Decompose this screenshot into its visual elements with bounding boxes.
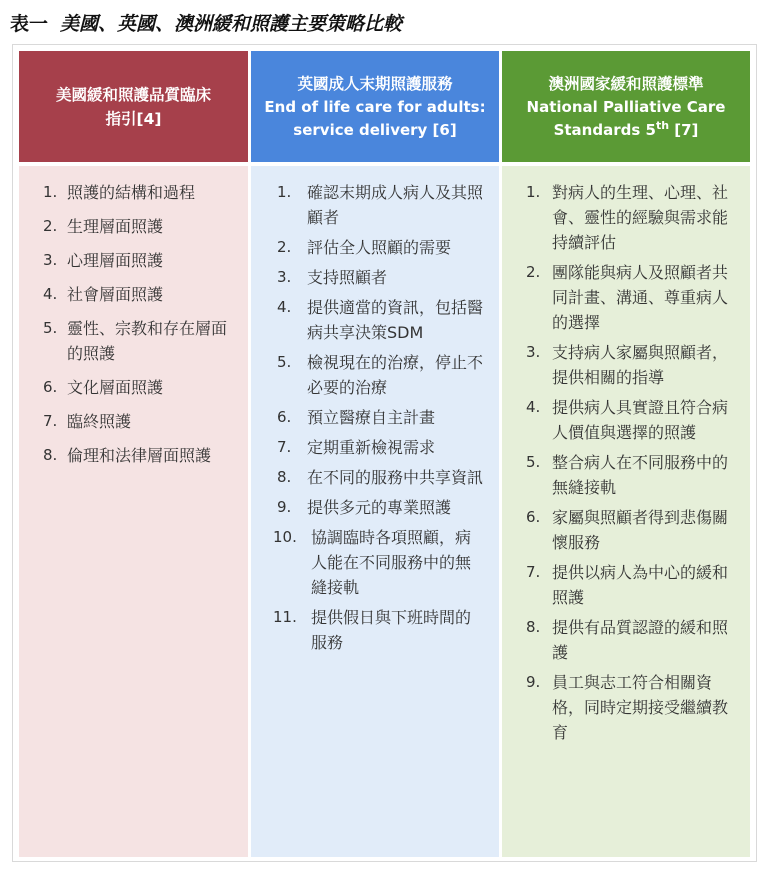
list-item — [277, 265, 487, 290]
header-standards-text: Standards 5 — [553, 120, 656, 139]
item-text: 支持病人家屬與照顧者，提供相關的指導 — [552, 343, 729, 387]
list-item — [43, 248, 236, 273]
header-edition-sup: th — [655, 118, 670, 132]
list-item — [526, 260, 728, 335]
item-number: 6. — [277, 408, 292, 426]
item-text: 提供以病人為中心的緩和照護 — [552, 563, 729, 607]
item-text: 整合病人在不同服務中的無縫接軌 — [552, 453, 729, 497]
item-number: 6. — [43, 378, 58, 396]
list-item — [277, 435, 487, 460]
item-text: 檢視現在的治療，停止不必要的治療 — [307, 353, 484, 397]
table-title: 美國、英國、澳洲緩和照護主要策略比較 — [60, 13, 403, 35]
list-item — [43, 316, 227, 366]
header-title-en: National Palliative Care — [526, 97, 726, 116]
item-text: 確認末期成人病人及其照顧者 — [307, 183, 484, 227]
header-title-zh: 澳洲國家緩和照護標準 — [548, 74, 704, 93]
item-number: 7. — [277, 438, 292, 456]
item-text: 提供病人具實證且符合病人價值與選擇的照護 — [552, 398, 729, 442]
item-text: 預立醫療自主計畫 — [307, 408, 436, 427]
comparison-table — [12, 44, 757, 862]
table-caption — [10, 8, 402, 40]
list-item — [526, 505, 728, 555]
item-list — [43, 180, 236, 468]
item-number: 1. — [526, 183, 541, 201]
list-item — [277, 350, 483, 400]
list-item — [273, 605, 475, 655]
header-title-zh: 美國緩和照護品質臨床 — [55, 85, 211, 104]
item-text: 協調臨時各項照顧，病人能在不同服務中的無縫接軌 — [311, 528, 472, 597]
list-item — [277, 495, 487, 520]
header-title-en: End of life care for adults: — [264, 97, 486, 116]
list-item — [43, 214, 236, 239]
item-text: 員工與志工符合相關資格，同時定期接受繼續教育 — [552, 673, 729, 742]
list-item — [277, 295, 483, 345]
list-item — [526, 180, 728, 255]
list-item — [526, 395, 728, 445]
list-item — [277, 405, 487, 430]
item-number: 7. — [43, 412, 58, 430]
item-number: 8. — [526, 618, 541, 636]
list-item — [277, 180, 483, 230]
list-item — [43, 375, 236, 400]
item-number: 7. — [526, 563, 541, 581]
item-number: 4. — [43, 285, 58, 303]
item-list — [526, 180, 732, 745]
column-body-usa — [19, 166, 248, 857]
item-number: 9. — [277, 498, 292, 516]
item-number: 5. — [277, 353, 292, 371]
item-number: 3. — [526, 343, 541, 361]
header-title-en-line2: service delivery [6] — [293, 120, 457, 139]
column-body-uk — [251, 166, 499, 857]
list-item — [526, 340, 728, 390]
list-item — [273, 525, 475, 600]
item-text: 團隊能與病人及照顧者共同計畫、溝通、尊重病人的選擇 — [552, 263, 729, 332]
header-title-en-line2 — [554, 119, 699, 142]
item-number: 3. — [43, 251, 58, 269]
item-text: 倫理和法律層面照護 — [67, 446, 212, 465]
item-text: 照護的結構和過程 — [67, 183, 196, 202]
list-item — [526, 670, 728, 745]
item-number: 5. — [526, 453, 541, 471]
item-number: 9. — [526, 673, 541, 691]
item-text: 生理層面照護 — [67, 217, 164, 236]
list-item — [526, 560, 728, 610]
item-number: 5. — [43, 319, 58, 337]
item-number: 4. — [526, 398, 541, 416]
item-text: 對病人的生理、心理、社會、靈性的經驗與需求能持續評估 — [552, 183, 729, 252]
item-number: 10. — [273, 528, 297, 546]
header-title-zh: 英國成人末期照護服務 — [297, 74, 453, 93]
column-body-australia — [502, 166, 750, 857]
item-text: 文化層面照護 — [67, 378, 164, 397]
item-number: 3. — [277, 268, 292, 286]
item-text: 提供適當的資訊，包括醫病共享決策SDM — [307, 298, 484, 342]
item-number: 8. — [277, 468, 292, 486]
item-number: 6. — [526, 508, 541, 526]
item-text: 靈性、宗教和存在層面的照護 — [67, 319, 228, 363]
item-text: 心理層面照護 — [67, 251, 164, 270]
column-header-australia — [502, 51, 750, 162]
item-number: 1. — [277, 183, 292, 201]
list-item — [43, 409, 236, 434]
item-text: 評估全人照顧的需要 — [307, 238, 452, 257]
item-number: 11. — [273, 608, 297, 626]
column-header-usa — [19, 51, 248, 162]
item-text: 臨終照護 — [67, 412, 132, 431]
item-number: 1. — [43, 183, 58, 201]
column-usa — [19, 51, 248, 857]
item-text: 支持照顧者 — [307, 268, 388, 287]
item-number: 2. — [277, 238, 292, 256]
column-australia — [502, 51, 750, 857]
item-list — [273, 180, 487, 655]
item-number: 2. — [43, 217, 58, 235]
item-text: 提供假日與下班時間的服務 — [311, 608, 472, 652]
item-text: 提供有品質認證的緩和照護 — [552, 618, 729, 662]
list-item — [526, 450, 728, 500]
list-item — [526, 615, 728, 665]
list-item — [277, 465, 483, 490]
list-item — [43, 282, 236, 307]
item-text: 定期重新檢視需求 — [307, 438, 436, 457]
header-title-zh-line2: 指引[4] — [105, 109, 162, 128]
item-number: 2. — [526, 263, 541, 281]
item-text: 社會層面照護 — [67, 285, 164, 304]
list-item — [277, 235, 487, 260]
item-text: 在不同的服務中共享資訊 — [307, 468, 484, 487]
item-text: 家屬與照顧者得到悲傷關懷服務 — [552, 508, 729, 552]
list-item — [43, 443, 227, 468]
column-header-uk — [251, 51, 499, 162]
header-reference: [7] — [669, 120, 699, 139]
item-number: 4. — [277, 298, 292, 316]
table-number: 表一 — [10, 13, 49, 35]
item-text: 提供多元的專業照護 — [307, 498, 452, 517]
item-number: 8. — [43, 446, 58, 464]
column-uk — [251, 51, 499, 857]
list-item — [43, 180, 236, 205]
